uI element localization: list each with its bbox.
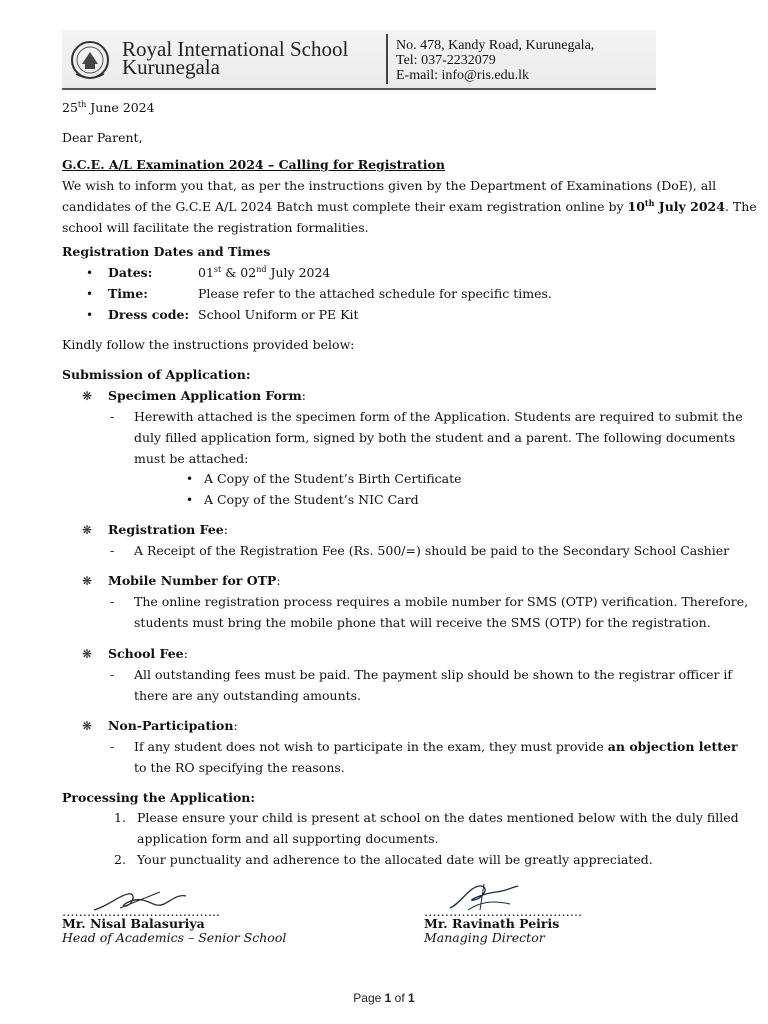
specimen-line-3: must be attached:	[134, 451, 249, 466]
letterhead-divider	[386, 34, 388, 84]
processing-item-1-line-1: Please ensure your child is present at school on the dates mentioned below with the duly filled	[137, 810, 739, 825]
otp-line-2: students must bring the mobile phone that will receive the SMS (OTP) for the registration.	[134, 615, 711, 630]
specimen-line-1: Herewith attached is the specimen form of the Application. Students are required to submit the	[134, 409, 743, 424]
asterisk-bullet-icon: ❋	[82, 389, 93, 403]
school-crest-icon	[70, 38, 110, 82]
asterisk-bullet-icon: ❋	[82, 647, 93, 661]
instructions-intro: Kindly follow the instructions provided below:	[62, 337, 355, 352]
dress-code-label: Dress code:	[108, 307, 190, 322]
dress-code-value: School Uniform or PE Kit	[198, 307, 359, 322]
letter-date: 25th June 2024	[62, 100, 155, 115]
dates-value: 01st & 02nd July 2024	[198, 265, 331, 280]
dash-bullet-icon: -	[110, 667, 115, 682]
otp-title: Mobile Number for OTP:	[108, 573, 281, 588]
non-participation-title: Non-Participation:	[108, 718, 238, 733]
school-fee-line-1: All outstanding fees must be paid. The payment slip should be shown to the registrar officer if	[134, 667, 733, 682]
school-telephone: Tel: 037-2232079	[396, 53, 496, 68]
specimen-line-2: duly filled application form, signed by both the student and a parent. The following documents	[134, 430, 736, 445]
time-label: Time:	[108, 286, 148, 301]
bullet-icon: •	[86, 287, 94, 301]
signatory-title-left: Head of Academics – Senior School	[62, 930, 287, 945]
non-participation-line-2: to the RO specifying the reasons.	[134, 760, 345, 775]
submission-heading: Submission of Application:	[62, 367, 251, 382]
intro-line-3: school will facilitate the registration formalities.	[62, 220, 369, 235]
signature-line-right: ………………………………..	[424, 904, 582, 919]
dash-bullet-icon: -	[110, 543, 115, 558]
registration-fee-title: Registration Fee:	[108, 522, 228, 537]
time-value: Please refer to the attached schedule for specific times.	[198, 286, 552, 301]
letterhead-rule	[62, 88, 656, 90]
school-name-line2: Kurunegala	[122, 55, 220, 79]
intro-line-1: We wish to inform you that, as per the instructions given by the Department of Examinations (DoE), all	[62, 178, 717, 193]
specimen-title: Specimen Application Form:	[108, 388, 306, 403]
signatory-name-left: Mr. Nisal Balasuriya	[62, 916, 205, 931]
salutation: Dear Parent,	[62, 130, 143, 145]
asterisk-bullet-icon: ❋	[82, 719, 93, 733]
dates-label: Dates:	[108, 265, 153, 280]
processing-item-2: Your punctuality and adherence to the allocated date will be greatly appreciated.	[137, 852, 653, 867]
bullet-icon: •	[86, 308, 94, 322]
signatory-name-right: Mr. Ravinath Peiris	[424, 916, 560, 931]
letter-subject: G.C.E. A/L Examination 2024 – Calling for Registration	[62, 157, 445, 172]
registration-deadline: 10th July 2024	[627, 198, 725, 214]
registration-fee-line-1: A Receipt of the Registration Fee (Rs. 500/=) should be paid to the Secondary School Cashier	[134, 543, 730, 558]
letterhead	[62, 30, 656, 92]
school-address: No. 478, Kandy Road, Kurunegala,	[396, 38, 595, 53]
asterisk-bullet-icon: ❋	[82, 574, 93, 588]
bullet-icon: •	[186, 493, 194, 507]
processing-item-1-number: 1.	[114, 810, 126, 825]
signatory-title-right: Managing Director	[424, 930, 545, 945]
school-name-line1: Royal International School	[122, 37, 349, 61]
document-item-nic-card: A Copy of the Student’s NIC Card	[204, 492, 419, 507]
registration-heading: Registration Dates and Times	[62, 244, 271, 259]
page-number-footer: Page 1 of 1	[353, 991, 415, 1005]
dash-bullet-icon: -	[110, 739, 115, 754]
school-fee-title: School Fee:	[108, 646, 188, 661]
bullet-icon: •	[186, 472, 194, 486]
processing-item-1-line-2: application form and all supporting documents.	[137, 831, 439, 846]
intro-line-2: candidates of the G.C.E A/L 2024 Batch must complete their exam registration online by 10th July 2024. The	[62, 198, 757, 214]
processing-item-2-number: 2.	[114, 852, 126, 867]
document-item-birth-certificate: A Copy of the Student’s Birth Certificate	[204, 471, 462, 486]
asterisk-bullet-icon: ❋	[82, 523, 93, 537]
school-email: E-mail: info@ris.edu.lk	[396, 68, 530, 83]
signature-line-left: ………………………………..	[62, 904, 220, 919]
dash-bullet-icon: -	[110, 409, 115, 424]
otp-line-1: The online registration process requires a mobile number for SMS (OTP) verification. Therefore,	[134, 594, 749, 609]
school-fee-line-2: there are any outstanding amounts.	[134, 688, 362, 703]
non-participation-line-1: If any student does not wish to participate in the exam, they must provide an objection letter	[134, 739, 738, 754]
processing-heading: Processing the Application:	[62, 790, 256, 805]
bullet-icon: •	[86, 266, 94, 280]
dash-bullet-icon: -	[110, 594, 115, 609]
